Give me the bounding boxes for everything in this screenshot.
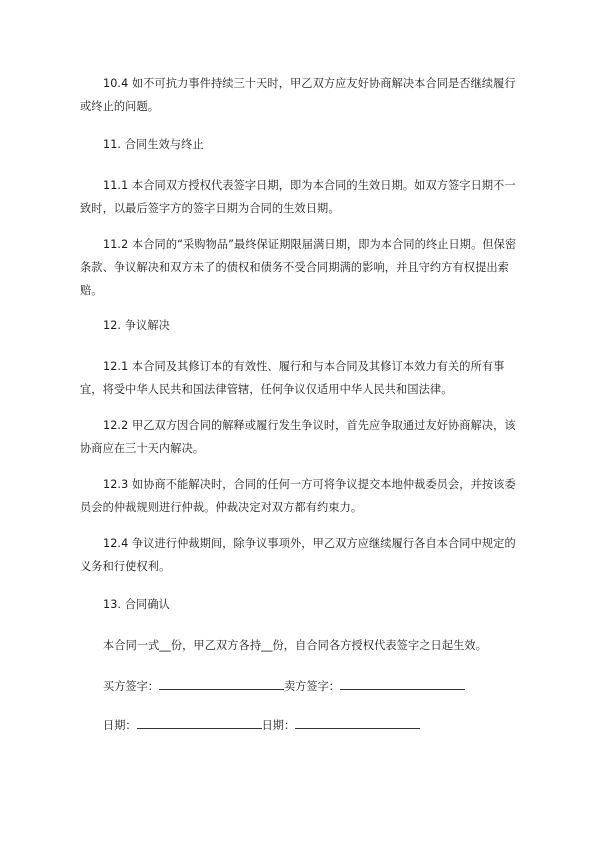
- confirmation-text: 本合同一式__份，甲乙双方各持__份，自合同各方授权代表签字之日起生效。: [103, 639, 487, 652]
- buyer-signature-line: [159, 676, 284, 690]
- clause-12-4: 12.4 争议进行仲裁期间，除争议事项外，甲乙双方应继续履行各自本合同中规定的义务和行使权利。: [80, 537, 516, 573]
- clause-11-1: 11.1 本合同双方授权代表签字日期，即为本合同的生效日期。如双方签字日期不一致时，以最后签字方的签字日期为合同的生效日期。: [80, 179, 516, 215]
- clause-12-3: 12.3 如协商不能解决时，合同的任何一方可将争议提交本地仲裁委员会，并按该委员会的仲裁规则进行仲裁。仲裁决定对双方都有约束力。: [80, 478, 516, 514]
- clause-10-4: 10.4 如不可抗力事件持续三十天时，甲乙双方应友好协商解决本合同是否继续履行或终止的问题。: [80, 77, 516, 113]
- seller-signature-line: [340, 676, 465, 690]
- signature-row: [103, 675, 465, 698]
- buyer-date-line: [137, 715, 262, 729]
- section-heading-11: 11. 合同生效与终止: [103, 138, 204, 151]
- seller-date-label: 日期：: [261, 719, 296, 732]
- section-heading-13: 13. 合同确认: [103, 598, 170, 611]
- buyer-date-label: 日期：: [103, 719, 137, 732]
- seller-date-line: [295, 715, 420, 729]
- section-heading-12: 12. 争议解决: [103, 319, 170, 332]
- clause-12-2: 12.2 甲乙双方因合同的解释或履行发生争议时，首先应争取通过友好协商解决，该协商应在三十天内解决。: [80, 419, 516, 455]
- date-row: [103, 714, 420, 737]
- clause-11-2: 11.2 本合同的“采购物品”最终保证期限届满日期，即为本合同的终止日期。但保密条款、争议解决和双方未了的债权和债务不受合同期满的影响，并且守约方有权提出索赔。: [80, 238, 517, 297]
- seller-signature-label: 卖方签字：: [283, 680, 340, 693]
- buyer-signature-label: 买方签字：: [103, 680, 159, 693]
- clause-12-1: 12.1 本合同及其修订本的有效性、履行和与本合同及其修订本效力有关的所有事宜，将受中华人民共和国法律管辖，任何争议仅适用中华人民共和国法律。: [80, 360, 505, 396]
